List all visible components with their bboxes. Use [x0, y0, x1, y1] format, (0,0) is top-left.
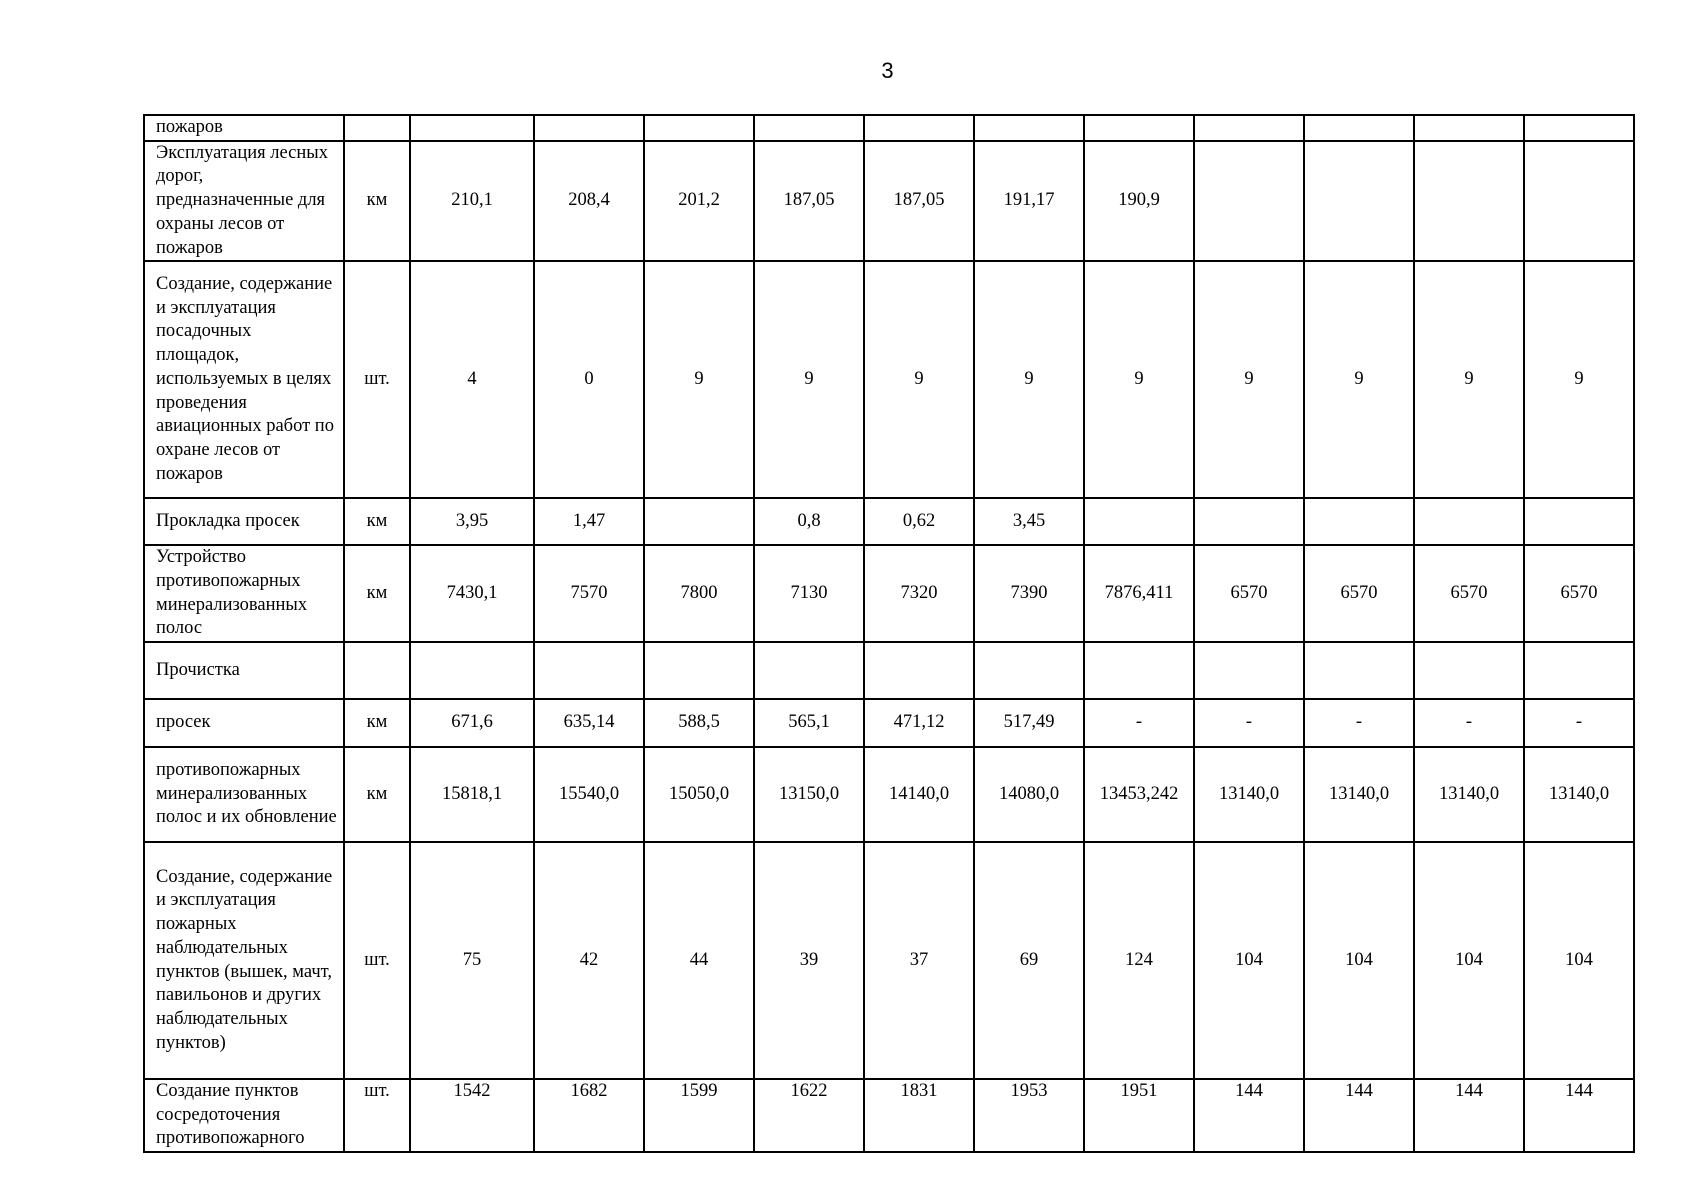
value-cell: 187,05	[864, 141, 974, 262]
value-cell: 69	[974, 842, 1084, 1079]
table-row	[144, 699, 1634, 747]
value-cell: 9	[1524, 261, 1634, 498]
value-cell: 210,1	[410, 141, 534, 262]
value-cell	[534, 115, 644, 141]
value-cell	[1084, 642, 1194, 699]
row-name-cell: пожаров	[144, 115, 344, 141]
value-cell: 471,12	[864, 699, 974, 747]
value-cell: -	[1304, 699, 1414, 747]
value-cell	[534, 642, 644, 699]
value-cell: 9	[644, 261, 754, 498]
value-cell: 1831	[864, 1079, 974, 1152]
unit-cell: км	[344, 498, 410, 545]
value-cell: 3,95	[410, 498, 534, 545]
value-cell: 104	[1304, 842, 1414, 1079]
value-cell	[1194, 115, 1304, 141]
value-cell: 1,47	[534, 498, 644, 545]
value-cell: 6570	[1524, 545, 1634, 642]
value-cell: 0	[534, 261, 644, 498]
unit-cell: шт.	[344, 1079, 410, 1152]
value-cell: 75	[410, 842, 534, 1079]
value-cell: 190,9	[1084, 141, 1194, 262]
value-cell	[754, 115, 864, 141]
value-cell	[1304, 115, 1414, 141]
value-cell: 15818,1	[410, 747, 534, 842]
value-cell: 6570	[1304, 545, 1414, 642]
value-cell	[410, 642, 534, 699]
value-cell	[644, 642, 754, 699]
value-cell: 7130	[754, 545, 864, 642]
value-cell	[1414, 141, 1524, 262]
value-cell: 124	[1084, 842, 1194, 1079]
row-name-cell: Прочистка	[144, 642, 344, 699]
value-cell: 0,8	[754, 498, 864, 545]
row-name-cell: Устройство противопожарных минерализованных полос	[144, 545, 344, 642]
value-cell	[1304, 498, 1414, 545]
table-row	[144, 842, 1634, 1079]
value-cell: 9	[1414, 261, 1524, 498]
row-name-cell: противопожарных минерализованных полос и их обновление	[144, 747, 344, 842]
value-cell	[864, 642, 974, 699]
value-cell: 15540,0	[534, 747, 644, 842]
value-cell: 9	[864, 261, 974, 498]
value-cell	[1414, 115, 1524, 141]
value-cell: 201,2	[644, 141, 754, 262]
table-row	[144, 115, 1634, 141]
value-cell	[1194, 498, 1304, 545]
value-cell: 671,6	[410, 699, 534, 747]
value-cell	[1524, 498, 1634, 545]
row-name-cell: Создание, содержание и эксплуатация посадочных площадок, используемых в целях проведения авиационных работ по охране лесов от пожаров	[144, 261, 344, 498]
unit-cell	[344, 115, 410, 141]
value-cell: 104	[1524, 842, 1634, 1079]
value-cell: 7320	[864, 545, 974, 642]
value-cell: 144	[1194, 1079, 1304, 1152]
value-cell	[1414, 498, 1524, 545]
value-cell	[1084, 498, 1194, 545]
value-cell	[1194, 141, 1304, 262]
unit-cell	[344, 642, 410, 699]
value-cell	[1524, 642, 1634, 699]
value-cell: 3,45	[974, 498, 1084, 545]
unit-cell: шт.	[344, 842, 410, 1079]
value-cell	[974, 642, 1084, 699]
value-cell: 9	[974, 261, 1084, 498]
value-cell: 635,14	[534, 699, 644, 747]
table-row	[144, 498, 1634, 545]
unit-cell: шт.	[344, 261, 410, 498]
page-number: 3	[881, 58, 894, 83]
value-cell: -	[1194, 699, 1304, 747]
value-cell: 1599	[644, 1079, 754, 1152]
table-row	[144, 1079, 1634, 1152]
value-cell: 44	[644, 842, 754, 1079]
value-cell	[1304, 141, 1414, 262]
value-cell	[754, 642, 864, 699]
unit-cell: км	[344, 141, 410, 262]
value-cell	[644, 115, 754, 141]
table-row	[144, 642, 1634, 699]
value-cell: 14140,0	[864, 747, 974, 842]
value-cell: 9	[1084, 261, 1194, 498]
row-name-cell: Эксплуатация лесных дорог, предназначенные для охраны лесов от пожаров	[144, 141, 344, 262]
value-cell: 13140,0	[1194, 747, 1304, 842]
unit-cell: км	[344, 545, 410, 642]
value-cell: 7570	[534, 545, 644, 642]
value-cell: 7390	[974, 545, 1084, 642]
value-cell: 13140,0	[1414, 747, 1524, 842]
value-cell: 104	[1194, 842, 1304, 1079]
row-name-cell: Создание, содержание и эксплуатация пожарных наблюдательных пунктов (вышек, мачт, павильонов и других наблюдательных пунктов)	[144, 842, 344, 1079]
value-cell: 7876,411	[1084, 545, 1194, 642]
table-body	[144, 115, 1634, 1152]
row-name-cell: Прокладка просек	[144, 498, 344, 545]
value-cell	[1304, 642, 1414, 699]
value-cell: 104	[1414, 842, 1524, 1079]
value-cell: 37	[864, 842, 974, 1079]
value-cell: 7430,1	[410, 545, 534, 642]
value-cell: 0,62	[864, 498, 974, 545]
value-cell: 208,4	[534, 141, 644, 262]
table-row	[144, 141, 1634, 262]
value-cell: 14080,0	[974, 747, 1084, 842]
value-cell	[974, 115, 1084, 141]
value-cell	[864, 115, 974, 141]
value-cell: 6570	[1414, 545, 1524, 642]
value-cell	[410, 115, 534, 141]
table-row	[144, 747, 1634, 842]
value-cell	[1524, 141, 1634, 262]
value-cell: 13150,0	[754, 747, 864, 842]
value-cell: 9	[754, 261, 864, 498]
value-cell: 1951	[1084, 1079, 1194, 1152]
value-cell: 517,49	[974, 699, 1084, 747]
table-row	[144, 261, 1634, 498]
value-cell: 13140,0	[1304, 747, 1414, 842]
value-cell: 15050,0	[644, 747, 754, 842]
value-cell: 144	[1414, 1079, 1524, 1152]
value-cell: 13140,0	[1524, 747, 1634, 842]
value-cell: 1542	[410, 1079, 534, 1152]
value-cell	[1524, 115, 1634, 141]
value-cell: 4	[410, 261, 534, 498]
value-cell: 565,1	[754, 699, 864, 747]
unit-cell: км	[344, 699, 410, 747]
value-cell	[1194, 642, 1304, 699]
value-cell: 7800	[644, 545, 754, 642]
value-cell: 9	[1194, 261, 1304, 498]
value-cell: 187,05	[754, 141, 864, 262]
value-cell: -	[1414, 699, 1524, 747]
table-row	[144, 545, 1634, 642]
value-cell	[644, 498, 754, 545]
value-cell: 1953	[974, 1079, 1084, 1152]
value-cell: 191,17	[974, 141, 1084, 262]
value-cell: 9	[1304, 261, 1414, 498]
row-name-cell: просек	[144, 699, 344, 747]
value-cell: -	[1524, 699, 1634, 747]
unit-cell: км	[344, 747, 410, 842]
value-cell: 39	[754, 842, 864, 1079]
value-cell: 6570	[1194, 545, 1304, 642]
data-table	[143, 114, 1635, 1153]
value-cell: 1682	[534, 1079, 644, 1152]
value-cell: 144	[1524, 1079, 1634, 1152]
value-cell: -	[1084, 699, 1194, 747]
value-cell: 1622	[754, 1079, 864, 1152]
row-name-cell: Создание пунктов сосредоточения противопожарного	[144, 1079, 344, 1152]
value-cell: 42	[534, 842, 644, 1079]
value-cell: 588,5	[644, 699, 754, 747]
value-cell	[1414, 642, 1524, 699]
value-cell: 144	[1304, 1079, 1414, 1152]
value-cell: 13453,242	[1084, 747, 1194, 842]
value-cell	[1084, 115, 1194, 141]
